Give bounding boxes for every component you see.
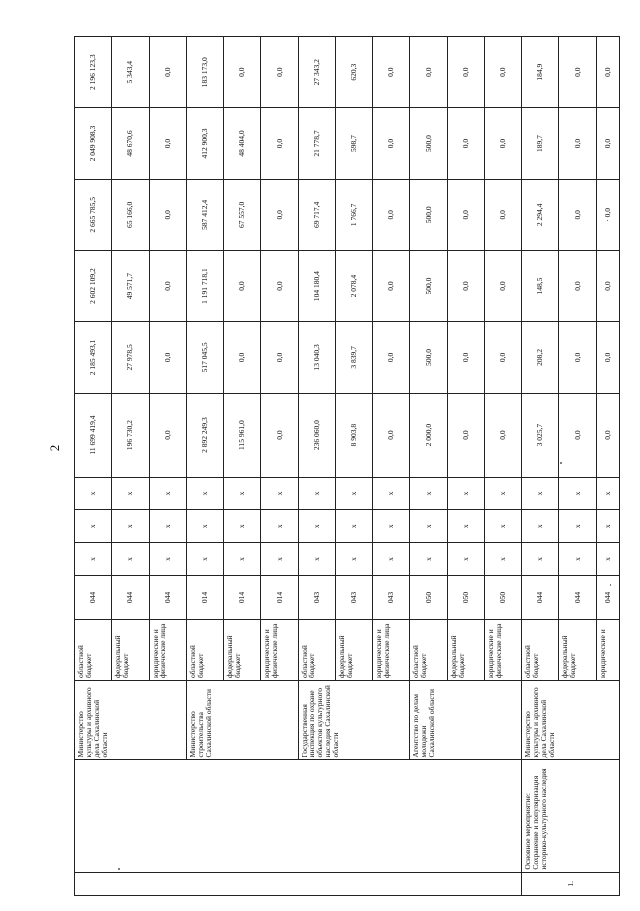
cell-y2: 0,0 — [559, 250, 596, 321]
cell-y5: 0,0 — [447, 37, 484, 108]
cell-y5: 0,0 — [149, 37, 186, 108]
cell-x2: х — [224, 510, 261, 543]
cell-exec: Министерство культуры и архивного дела Сахалинской области — [75, 680, 187, 759]
cell-no: 1. — [522, 872, 620, 895]
cell-y1: 0,0 — [559, 322, 596, 393]
cell-y2: 0,0 — [484, 250, 521, 321]
cell-x1: х — [335, 543, 372, 576]
cell-src: юридические и физические лица — [261, 620, 298, 681]
cell-y4: 412 900,3 — [186, 108, 223, 179]
cell-y3: · 0,0 — [596, 179, 619, 250]
cell-x3: х — [298, 477, 335, 510]
cell-y1: 0,0 — [484, 322, 521, 393]
cell-x3: х — [335, 477, 372, 510]
cell-total: 115 961,0 — [224, 393, 261, 477]
cell-no — [75, 872, 522, 895]
cell-measure: Основное мероприятие: Сохранение и популяризация историко-культурного наследия — [522, 760, 620, 872]
cell-y3: 65 166,0 — [112, 179, 149, 250]
cell-y4: 48 404,0 — [224, 108, 261, 179]
cell-y1: 517 045,5 — [186, 322, 223, 393]
cell-y5: 0,0 — [559, 37, 596, 108]
cell-total: 0,0 — [373, 393, 410, 477]
cell-y3: 0,0 — [149, 179, 186, 250]
cell-y2: 0,0 — [373, 250, 410, 321]
cell-x2: х — [298, 510, 335, 543]
cell-x1: х — [410, 543, 447, 576]
cell-total: 2 892 249,3 — [186, 393, 223, 477]
cell-x3: х — [596, 477, 619, 510]
cell-y4: 21 778,7 — [298, 108, 335, 179]
cell-y4: 2 049 908,3 — [75, 108, 112, 179]
cell-src: областной бюджет — [186, 620, 223, 681]
cell-y5: 27 343,2 — [298, 37, 335, 108]
cell-total: 8 903,8 — [335, 393, 372, 477]
table-row — [522, 37, 559, 896]
cell-y5: 184,9 — [522, 37, 559, 108]
cell-y5: 0,0 — [373, 37, 410, 108]
table-row — [75, 37, 112, 896]
cell-total: 2 000,0 — [410, 393, 447, 477]
cell-y5: 183 173,0 — [186, 37, 223, 108]
cell-x2: х — [447, 510, 484, 543]
cell-total: 0,0 — [484, 393, 521, 477]
cell-y1: 0,0 — [447, 322, 484, 393]
cell-x1: х — [261, 543, 298, 576]
cell-x2: х — [335, 510, 372, 543]
cell-x3: х — [75, 477, 112, 510]
cell-measure — [75, 760, 522, 872]
cell-src: областной бюджет — [75, 620, 112, 681]
cell-exec: Государственная инспекция по охране объектов культурного наследия Сахалинской области — [298, 680, 410, 759]
cell-src: юридические и физические лица — [373, 620, 410, 681]
cell-grbs: 044 — [149, 575, 186, 619]
cell-src: федеральный бюджет — [224, 620, 261, 681]
cell-grbs: 044 — [75, 575, 112, 619]
cell-x2: х — [522, 510, 559, 543]
cell-y4: 48 670,6 — [112, 108, 149, 179]
cell-exec: Министерство строительства Сахалинской области — [186, 680, 298, 759]
cell-y4: 598,7 — [335, 108, 372, 179]
cell-total: 0,0 — [559, 393, 596, 477]
cell-x2: х — [559, 510, 596, 543]
cell-src: юридические и физические лица — [484, 620, 521, 681]
cell-x1: х — [596, 543, 619, 576]
cell-src: федеральный бюджет — [447, 620, 484, 681]
page-number: 2 — [47, 444, 62, 452]
cell-x1: х — [298, 543, 335, 576]
cell-y1: 500,0 — [410, 322, 447, 393]
cell-y2: 1 191 718,1 — [186, 250, 223, 321]
cell-grbs: 014 — [186, 575, 223, 619]
cell-x3: х — [559, 477, 596, 510]
cell-x3: х — [149, 477, 186, 510]
cell-total: 236 060,0 — [298, 393, 335, 477]
cell-x1: х — [75, 543, 112, 576]
cell-total: 0,0 — [149, 393, 186, 477]
cell-y3: 0,0 — [484, 179, 521, 250]
cell-x1: х — [447, 543, 484, 576]
cell-grbs: 044 — [112, 575, 149, 619]
cell-x2: х — [596, 510, 619, 543]
cell-grbs: 043 — [335, 575, 372, 619]
cell-src: федеральный бюджет — [559, 620, 596, 681]
cell-y2: 2 078,4 — [335, 250, 372, 321]
cell-src: областной бюджет — [522, 620, 559, 681]
cell-total: 11 699 419,4 — [75, 393, 112, 477]
cell-y5: 0,0 — [224, 37, 261, 108]
cell-y5: 0,0 — [261, 37, 298, 108]
cell-y5: 0,0 — [410, 37, 447, 108]
cell-x2: х — [373, 510, 410, 543]
cell-y2: 0,0 — [224, 250, 261, 321]
cell-y4: 0,0 — [559, 108, 596, 179]
cell-y2: 2 602 109,2 — [75, 250, 112, 321]
cell-x2: х — [112, 510, 149, 543]
scan-speck — [118, 868, 120, 870]
cell-x3: х — [447, 477, 484, 510]
cell-x1: х — [112, 543, 149, 576]
table-rotated-wrapper — [74, 36, 620, 896]
cell-x3: х — [410, 477, 447, 510]
cell-y4: 500,0 — [410, 108, 447, 179]
cell-y5: 0,0 — [596, 37, 619, 108]
budget-table — [74, 36, 620, 896]
cell-y2: 0,0 — [447, 250, 484, 321]
cell-total: 0,0 — [261, 393, 298, 477]
cell-total: 3 025,7 — [522, 393, 559, 477]
cell-x1: х — [186, 543, 223, 576]
cell-y4: 0,0 — [373, 108, 410, 179]
cell-grbs: 043 — [373, 575, 410, 619]
cell-src: федеральный бюджет — [335, 620, 372, 681]
cell-grbs: 050 — [447, 575, 484, 619]
cell-x2: х — [261, 510, 298, 543]
cell-grbs: 044 — [559, 575, 596, 619]
cell-x1: х — [484, 543, 521, 576]
cell-y3: 2 294,4 — [522, 179, 559, 250]
cell-y2: 49 571,7 — [112, 250, 149, 321]
cell-total: 196 730,2 — [112, 393, 149, 477]
scan-speck — [610, 584, 611, 586]
cell-x3: х — [224, 477, 261, 510]
cell-y3: 0,0 — [559, 179, 596, 250]
cell-x3: х — [373, 477, 410, 510]
cell-y2: 500,0 — [410, 250, 447, 321]
cell-y1: 2 185 493,1 — [75, 322, 112, 393]
cell-grbs: 014 — [224, 575, 261, 619]
cell-y3: 0,0 — [261, 179, 298, 250]
cell-y5: 2 196 123,3 — [75, 37, 112, 108]
cell-y2: 0,0 — [596, 250, 619, 321]
cell-x2: х — [149, 510, 186, 543]
cell-y3: 0,0 — [447, 179, 484, 250]
cell-y3: 69 717,4 — [298, 179, 335, 250]
cell-exec: Министерство культуры и архивного дела Сахалинской области — [522, 680, 620, 759]
cell-y1: 13 040,3 — [298, 322, 335, 393]
cell-y3: 587 412,4 — [186, 179, 223, 250]
cell-x3: х — [186, 477, 223, 510]
cell-y2: 0,0 — [261, 250, 298, 321]
cell-y2: 148,5 — [522, 250, 559, 321]
cell-y3: 2 665 785,5 — [75, 179, 112, 250]
cell-y3: 500,0 — [410, 179, 447, 250]
cell-y4: 0,0 — [596, 108, 619, 179]
cell-grbs: 043 — [298, 575, 335, 619]
cell-x2: х — [484, 510, 521, 543]
cell-y4: 0,0 — [149, 108, 186, 179]
cell-y2: 104 180,4 — [298, 250, 335, 321]
cell-src: юридические и физические лица — [149, 620, 186, 681]
cell-grbs: 050 — [484, 575, 521, 619]
cell-x2: х — [75, 510, 112, 543]
cell-y4: 189,7 — [522, 108, 559, 179]
cell-y5: 5 343,4 — [112, 37, 149, 108]
cell-y1: 0,0 — [149, 322, 186, 393]
cell-y1: 0,0 — [373, 322, 410, 393]
cell-y4: 0,0 — [447, 108, 484, 179]
cell-x2: х — [410, 510, 447, 543]
cell-y4: 0,0 — [261, 108, 298, 179]
cell-y5: 0,0 — [484, 37, 521, 108]
cell-y2: 0,0 — [149, 250, 186, 321]
cell-x1: х — [149, 543, 186, 576]
scan-speck — [560, 462, 562, 464]
cell-x1: х — [224, 543, 261, 576]
cell-x3: х — [522, 477, 559, 510]
cell-y3: 67 557,0 — [224, 179, 261, 250]
cell-y5: 620,3 — [335, 37, 372, 108]
cell-x1: х — [522, 543, 559, 576]
cell-y1: 0,0 — [261, 322, 298, 393]
cell-x2: х — [186, 510, 223, 543]
cell-x3: х — [112, 477, 149, 510]
cell-grbs: 044 — [522, 575, 559, 619]
cell-total: 0,0 — [447, 393, 484, 477]
cell-grbs: 014 — [261, 575, 298, 619]
cell-total: 0,0 — [596, 393, 619, 477]
cell-src: юридические и — [596, 620, 619, 681]
cell-grbs: 044 — [596, 575, 619, 619]
cell-grbs: 050 — [410, 575, 447, 619]
cell-src: областной бюджет — [298, 620, 335, 681]
cell-y1: 27 978,5 — [112, 322, 149, 393]
cell-y1: 3 839,7 — [335, 322, 372, 393]
cell-y1: 208,2 — [522, 322, 559, 393]
cell-x3: х — [484, 477, 521, 510]
cell-x1: х — [559, 543, 596, 576]
cell-src: областной бюджет — [410, 620, 447, 681]
cell-src: федеральный бюджет — [112, 620, 149, 681]
cell-exec: Агентство по делам молодежи Сахалинской области — [410, 680, 522, 759]
cell-x1: х — [373, 543, 410, 576]
cell-x3: х — [261, 477, 298, 510]
cell-y3: 1 766,7 — [335, 179, 372, 250]
cell-y3: 0,0 — [373, 179, 410, 250]
cell-y4: 0,0 — [484, 108, 521, 179]
cell-y1: 0,0 — [596, 322, 619, 393]
cell-y1: 0,0 — [224, 322, 261, 393]
